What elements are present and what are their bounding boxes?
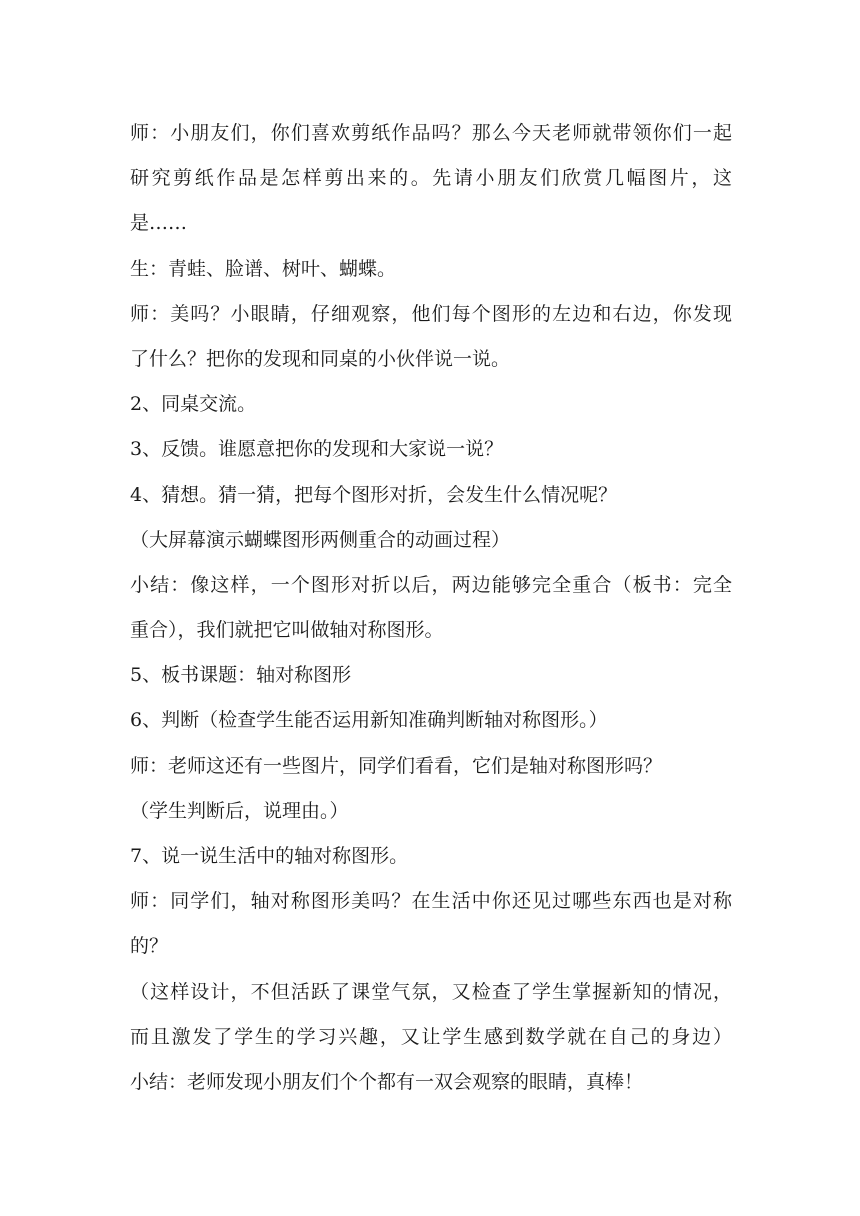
- text-line: 5、板书课题：轴对称图形: [130, 664, 352, 687]
- text-line: 3、反馈。谁愿意把你的发现和大家说一说？: [130, 438, 504, 461]
- text-line: 小结：像这样，一个图形对折以后，两边能够完全重合（板书：完全: [130, 573, 732, 596]
- text-line: 生：青蛙、脸谱、树叶、蝴蝶。: [130, 257, 397, 280]
- text-line: 2、同桌交流。: [130, 393, 257, 416]
- text-line: （这样设计，不但活跃了课堂气氛，又检查了学生掌握新知的情况，: [130, 980, 732, 1003]
- text-line: （大屏幕演示蝴蝶图形两侧重合的动画过程）: [130, 528, 511, 551]
- text-line: 的？: [130, 935, 169, 958]
- text-line: 了什么？把你的发现和同桌的小伙伴说一说。: [130, 347, 511, 370]
- text-line: 研究剪纸作品是怎样剪出来的。先请小朋友们欣赏几幅图片，这: [130, 167, 732, 190]
- text-line: 重合），我们就把它叫做轴对称图形。: [130, 619, 444, 642]
- text-line: 师：同学们，轴对称图形美吗？在生活中你还见过哪些东西也是对称: [130, 890, 732, 913]
- text-line: 师：美吗？小眼睛，仔细观察，他们每个图形的左边和右边，你发现: [130, 302, 732, 325]
- document-body: [130, 111, 732, 1105]
- text-line: 师：老师这还有一些图片，同学们看看，它们是轴对称图形吗？: [130, 754, 663, 777]
- text-line: 是……: [130, 212, 188, 235]
- text-line: 7、说一说生活中的轴对称图形。: [130, 845, 409, 867]
- text-line: （学生判断后，说理由。）: [130, 799, 349, 822]
- text-line: 4、猜想。猜一猜，把每个图形对折，会发生什么情况呢？: [130, 483, 618, 506]
- text-line: 小结：老师发现小朋友们个个都有一双会观察的眼睛，真棒！: [130, 1070, 644, 1093]
- text-line: 而且激发了学生的学习兴趣，又让学生感到数学就在自己的身边）: [130, 1025, 732, 1048]
- text-line: 6、判断（检查学生能否运用新知准确判断轴对称图形。）: [130, 709, 608, 732]
- text-line: 师：小朋友们，你们喜欢剪纸作品吗？那么今天老师就带领你们一起: [130, 122, 732, 144]
